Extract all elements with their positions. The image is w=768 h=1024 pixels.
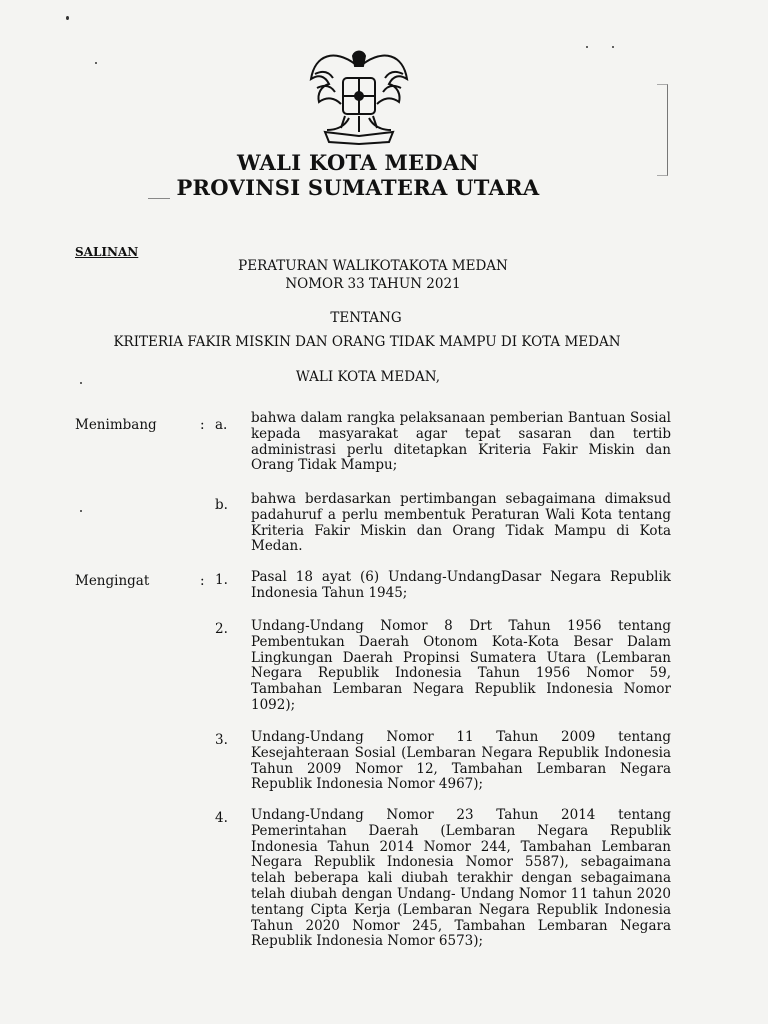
header-title-line2: PROVINSI SUMATERA UTARA xyxy=(176,175,540,200)
scan-speck xyxy=(80,510,82,512)
header-title-line1: WALI KOTA MEDAN xyxy=(237,150,479,175)
mengingat-label: Mengingat xyxy=(75,573,150,589)
menimbang-item-number: a. xyxy=(215,417,228,433)
scan-speck xyxy=(586,46,588,48)
menimbang-item-text: bahwa berdasarkan pertimbangan sebagaimana dimaksud padahuruf a perlu membentuk Peraturan Wali Kota tentang Kriteria Fakir Miskin dan Orang Tidak Mampu di Kota Medan. xyxy=(251,491,671,555)
menimbang-item-number: b. xyxy=(215,497,228,513)
mengingat-item-number: 2. xyxy=(215,621,228,637)
regulation-about-label: TENTANG xyxy=(330,310,402,326)
mengingat-item-number: 4. xyxy=(215,810,228,826)
scan-speck xyxy=(612,46,614,48)
regulation-issuer: WALI KOTA MEDAN, xyxy=(295,369,441,385)
regulation-subject: KRITERIA FAKIR MISKIN DAN ORANG TIDAK MAMPU DI KOTA MEDAN xyxy=(113,334,621,350)
menimbang-label: Menimbang xyxy=(75,417,157,433)
salinan-label: SALINAN xyxy=(75,245,139,259)
mengingat-item-number: 3. xyxy=(215,732,228,748)
regulation-name: PERATURAN WALIKOTAKOTA MEDAN xyxy=(238,258,508,274)
menimbang-item-text: bahwa dalam rangka pelaksanaan pemberian Bantuan Sosial kepada masyarakat agar tepat sasaran dan tertib administrasi perlu ditetapkan Kriteria Fakir Miskin dan Orang Tidak Mampu; xyxy=(251,410,671,474)
regulation-number: NOMOR 33 TAHUN 2021 xyxy=(285,276,461,292)
scan-speck xyxy=(66,16,69,20)
mengingat-item-text: Undang-Undang Nomor 23 Tahun 2014 tentang Pemerintahan Daerah (Lembaran Negara Republik Indonesia Tahun 2014 Nomor 244, Tambahan Lembaran Negara Republik Indonesia Nomor 5587), sebagaimana telah beberapa kali diubah terakhir dengan sebagaimana telah diubah dengan Undang- Undang Nomor 11 tahun 2020 tentang Cipta Kerja (Lembaran Negara Republik Indonesia Tahun 2020 Nomor 245, Tambahan Lembaran Negara Republik Indonesia Nomor 6573); xyxy=(251,807,671,950)
mengingat-item-text: Undang-Undang Nomor 11 Tahun 2009 tentang Kesejahteraan Sosial (Lembaran Negara Republik Indonesia Tahun 2009 Nomor 12, Tambahan Lembaran Negara Republik Indonesia Nomor 4967); xyxy=(251,729,671,793)
mengingat-item-text: Undang-Undang Nomor 8 Drt Tahun 1956 tentang Pembentukan Daerah Otonom Kota-Kota Besar Dalam Lingkungan Daerah Propinsi Sumatera Utara (Lembaran Negara Republik Indonesia Tahun 1956 Nomor 59, Tambahan Lembaran Negara Republik Indonesia Nomor 1092); xyxy=(251,618,671,713)
garuda-emblem xyxy=(305,44,413,150)
mengingat-item-number: 1. xyxy=(215,572,228,588)
mengingat-colon: : xyxy=(200,573,205,589)
scan-speck xyxy=(95,62,97,64)
mengingat-item-text: Pasal 18 ayat (6) Undang-UndangDasar Negara Republik Indonesia Tahun 1945; xyxy=(251,569,671,601)
menimbang-colon: : xyxy=(200,417,205,433)
